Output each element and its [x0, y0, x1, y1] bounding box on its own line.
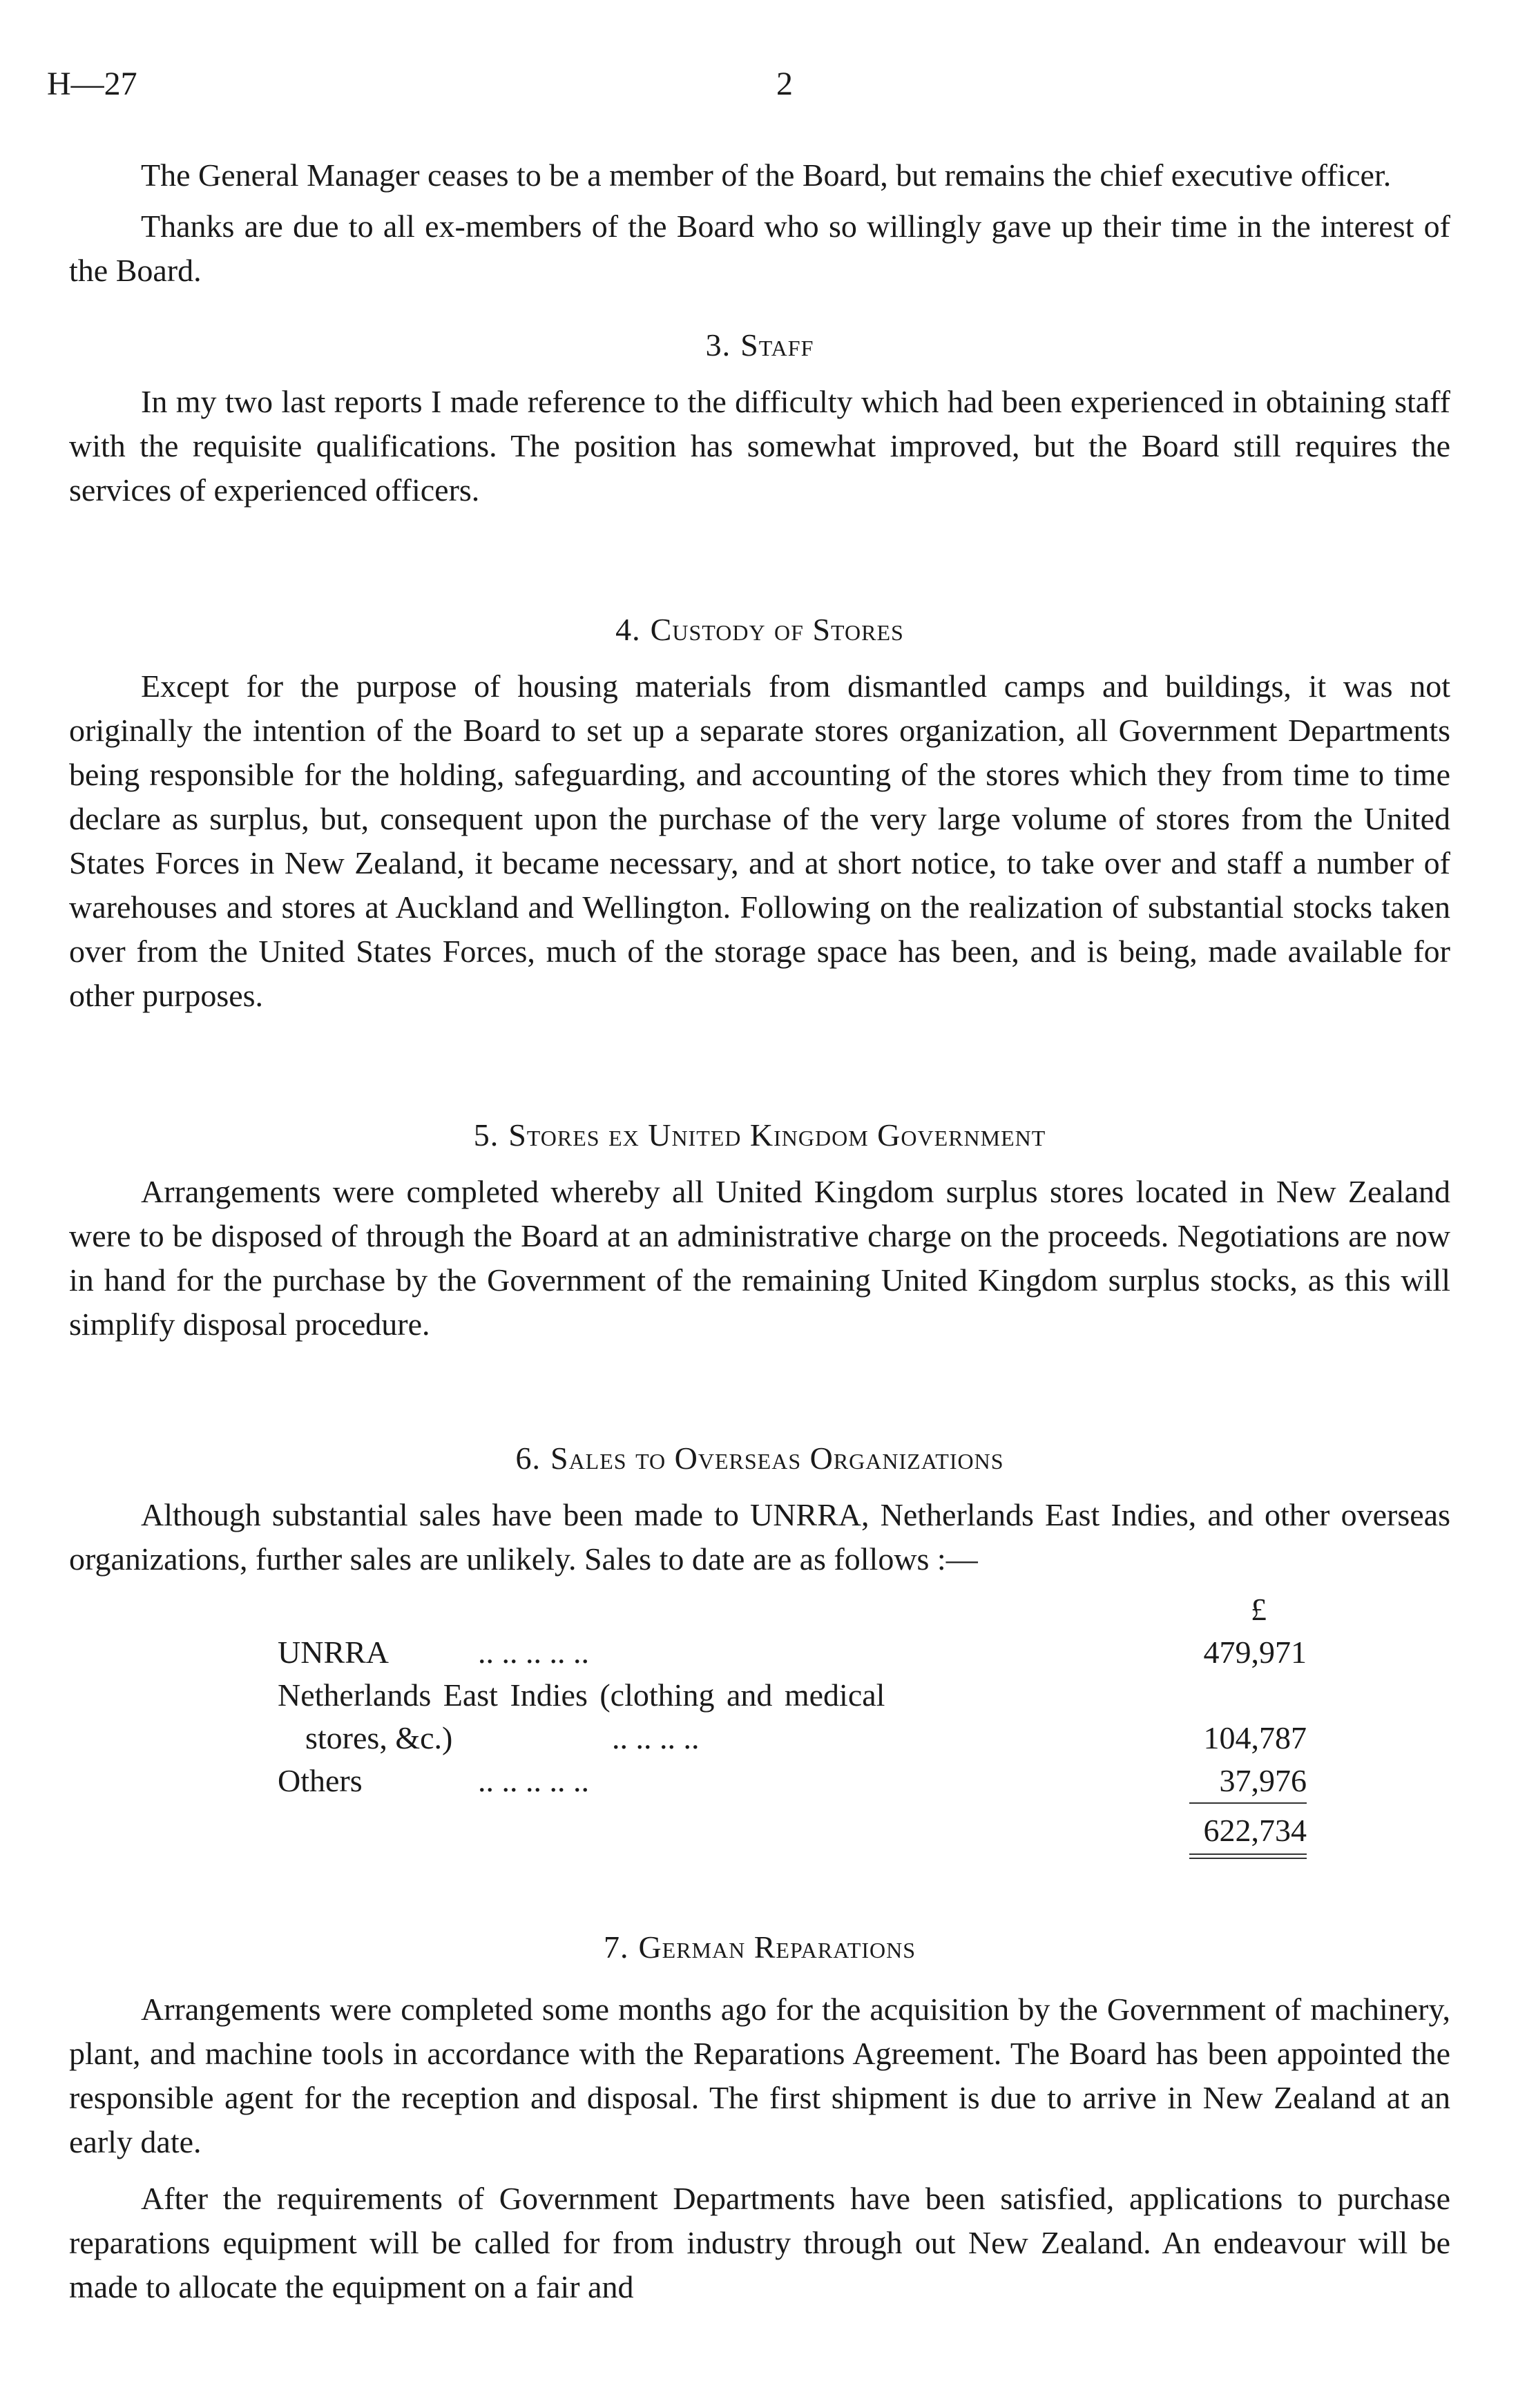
leader-dots: .. .. .. .. [612, 1720, 700, 1755]
page-header [47, 65, 1470, 113]
section-heading-staff [69, 323, 1450, 367]
section-heading-german [69, 1925, 1450, 1969]
table-row [278, 1631, 1307, 1674]
intro-paragraph: The General Manager ceases to be a member of the Board, but remains the chief executive officer. [141, 157, 1392, 193]
document-code: H—27 [47, 66, 137, 102]
uk-stores-paragraph: Arrangements were completed whereby all United Kingdom surplus stores located in New Zealand were to be disposed of through the Board at an administrative charge on the proceeds. Negotiations are now in hand for the purchase by the Government of the remaining United Kingdom surplus stocks, as this will simplify disposal procedure. [69, 1174, 1450, 1342]
table-row [278, 1674, 1307, 1717]
page-content [69, 153, 1450, 2316]
row-label: UNRRA [278, 1635, 390, 1670]
page-number: 2 [776, 66, 793, 102]
section-title: Staff [740, 327, 814, 363]
section-heading-uk-stores [69, 1113, 1450, 1157]
intro-paragraph: Thanks are due to all ex-members of the Board who so willingly gave up their time in the interest of the Board. [69, 209, 1450, 288]
table-total-row [278, 1805, 1307, 1853]
section-number: 7. [603, 1929, 629, 1965]
section-number: 5. [473, 1117, 499, 1153]
row-label: stores, &c.) [305, 1720, 453, 1755]
section-number: 3. [705, 327, 731, 363]
german-paragraph-2: After the requirements of Government Departments have been satisfied, applications to purchase reparations equipment will be called for from industry through out New Zealand. An endeavour will be made to allocate the equipment on a fair and [69, 2181, 1450, 2304]
currency-symbol: £ [1251, 1592, 1267, 1627]
total-value: 622,734 [1203, 1813, 1307, 1848]
section-number: 6. [515, 1441, 541, 1476]
row-label: Netherlands East Indies (clothing and medical [278, 1677, 885, 1713]
overseas-paragraph: Although substantial sales have been made to UNRRA, Netherlands East Indies, and other overseas organizations, further sales are unlikely. Sales to date are as follows :— [69, 1497, 1450, 1577]
table-row [278, 1760, 1307, 1802]
leader-dots: .. .. .. .. .. [478, 1763, 589, 1798]
sales-table [278, 1588, 1307, 1859]
custody-paragraph: Except for the purpose of housing materials from dismantled camps and buildings, it was not originally the intention of the Board to set up a separate stores organization, all Government Departments being responsible for the holding, safeguarding, and accounting of the stores which they from time to time declare as surplus, but, consequent upon the purchase of the very large volume of stores from the United States Forces in New Zealand, it became necessary, and at short notice, to take over and staff a number of warehouses and stores at Auckland and Wellington. Following on the realization of substantial stocks taken over from the United States Forces, much of the storage space has been, and is being, made available for other purposes. [69, 668, 1450, 1013]
row-value: 37,976 [1219, 1763, 1307, 1798]
table-row [278, 1717, 1307, 1760]
row-value: 104,787 [1203, 1720, 1307, 1755]
row-label: Others [278, 1763, 363, 1798]
section-title: Sales to Overseas Organizations [550, 1441, 1004, 1476]
section-title: Stores ex United Kingdom Government [508, 1117, 1046, 1153]
section-heading-custody [69, 608, 1450, 652]
section-heading-overseas [69, 1436, 1450, 1481]
section-title: German Reparations [638, 1929, 916, 1965]
total-rule [1189, 1853, 1307, 1859]
table-currency-row [278, 1588, 1307, 1631]
staff-paragraph: In my two last reports I made reference to the difficulty which had been experienced in obtaining staff with the requisite qualifications. The position has somewhat improved, but the Board still requires the services of experienced officers. [69, 384, 1450, 508]
leader-dots: .. .. .. .. .. [478, 1635, 589, 1670]
section-number: 4. [615, 612, 641, 647]
german-paragraph-1: Arrangements were completed some months ago for the acquisition by the Government of machinery, plant, and machine tools in accordance with the Reparations Agreement. The Board has been appointed the responsible agent for the reception and disposal. The first shipment is due to arrive in New Zealand at an early date. [69, 1992, 1450, 2159]
row-value: 479,971 [1203, 1635, 1307, 1670]
section-title: Custody of Stores [650, 612, 904, 647]
